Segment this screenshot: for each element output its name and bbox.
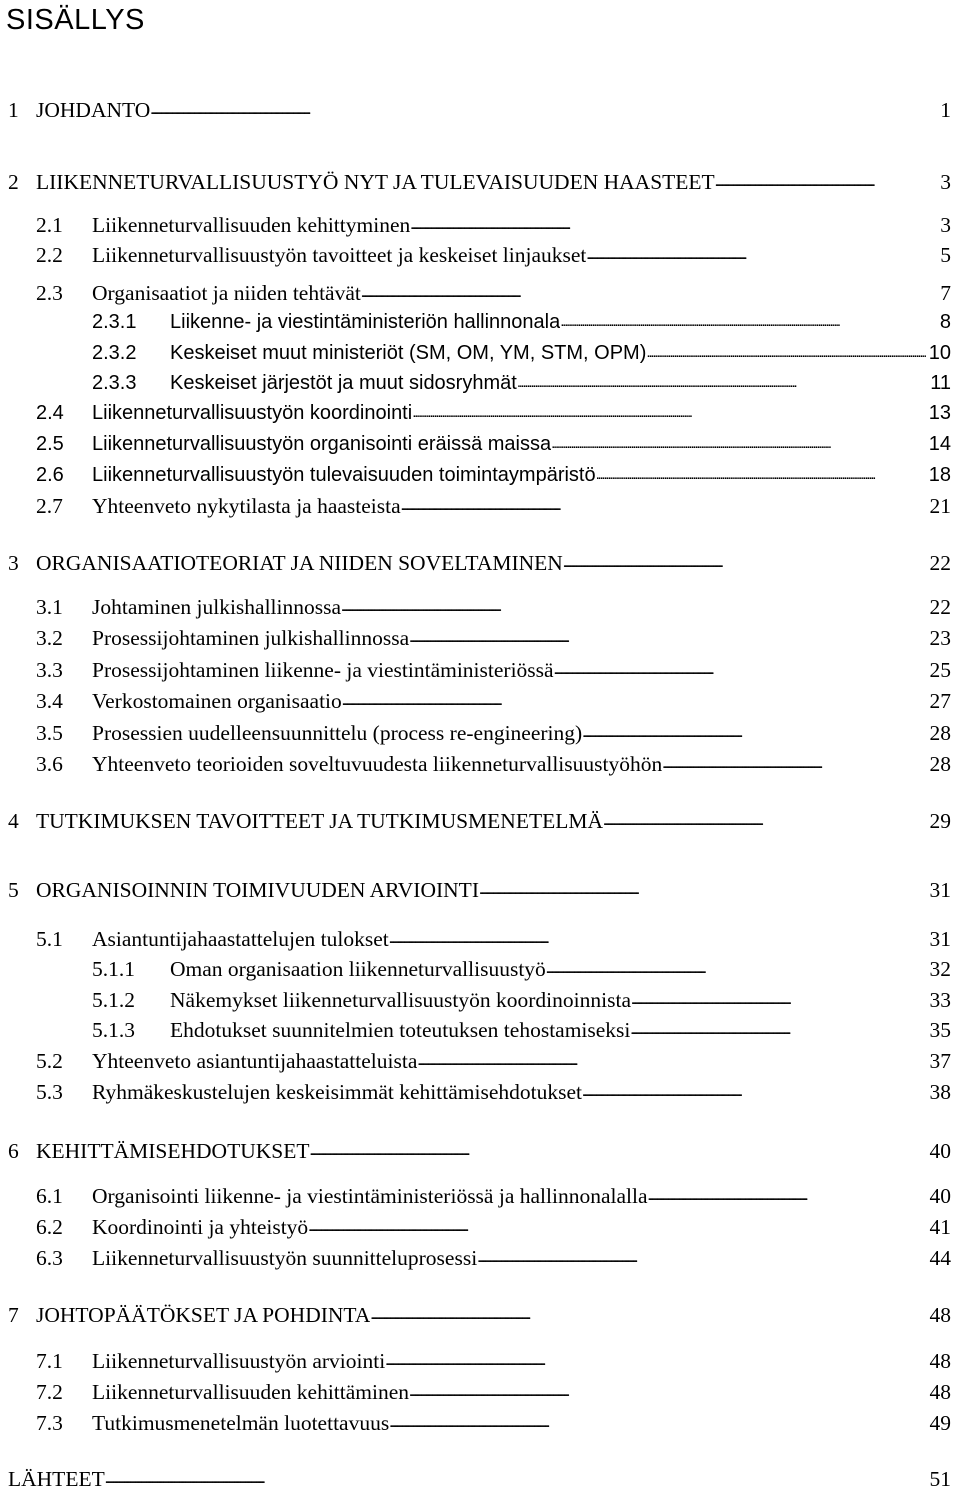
dot-leader	[150, 94, 938, 123]
dot-leader	[477, 1242, 927, 1271]
dot-leader	[631, 984, 928, 1013]
toc-entry-title: Johtaminen julkishallinnossa	[92, 595, 342, 619]
toc-entry-title: Liikenneturvallisuustyön tavoitteet ja keskeiset linjaukset	[92, 243, 587, 267]
dot-leader	[412, 398, 927, 426]
toc-entry-page-number: 21	[929, 494, 951, 518]
toc-entry-number: 3.4	[36, 689, 63, 713]
toc-entry-number: 6	[8, 1139, 19, 1163]
toc-entry-number: 7.1	[36, 1349, 63, 1373]
toc-entry-number: 2	[8, 170, 19, 194]
toc-entry-page-number: 35	[929, 1018, 951, 1042]
toc-entry-title: Keskeiset muut ministeriöt (SM, OM, YM, STM, OPM)	[170, 342, 647, 364]
toc-entry-title: JOHTOPÄÄTÖKSET JA POHDINTA	[36, 1303, 371, 1327]
dot-leader	[310, 1135, 928, 1164]
toc-entry[interactable]	[92, 340, 951, 366]
toc-entry-number: 3.1	[36, 595, 63, 619]
toc-entry-number: 2.3	[36, 281, 63, 305]
toc-entry-title: LÄHTEET	[8, 1467, 105, 1491]
toc-entry-page-number: 32	[929, 957, 951, 981]
toc-entry[interactable]	[36, 625, 951, 651]
toc-entry-title: Organisointi liikenne- ja viestintäministeriössä ja hallinnonalalla	[92, 1184, 648, 1208]
toc-entry[interactable]	[36, 657, 951, 683]
toc-entry-title: Liikenne- ja viestintäministeriön hallinnonala	[170, 311, 561, 333]
toc-entry-title: Koordinointi ja yhteistyö	[92, 1215, 309, 1239]
toc-entry-page-number: 28	[929, 721, 951, 745]
toc-entry-title: Liikenneturvallisuuden kehittäminen	[92, 1380, 410, 1404]
dot-leader	[479, 874, 928, 903]
toc-entry-title: Prosessijohtaminen julkishallinnossa	[92, 626, 410, 650]
toc-entry-page-number: 22	[929, 595, 951, 619]
toc-entry-page-number: 31	[929, 927, 951, 951]
toc-entry[interactable]	[36, 400, 951, 426]
toc-entry-title: Asiantuntijahaastattelujen tulokset	[92, 927, 389, 951]
dot-leader	[554, 654, 928, 683]
dot-leader	[715, 166, 939, 195]
dot-leader	[517, 368, 928, 396]
toc-entry[interactable]	[36, 594, 951, 620]
toc-entry[interactable]	[36, 431, 951, 457]
toc-entry-page-number: 23	[929, 626, 951, 650]
toc-entry-number: 5.3	[36, 1080, 63, 1104]
toc-entry[interactable]	[8, 169, 951, 195]
toc-entry-title: TUTKIMUKSEN TAVOITTEET JA TUTKIMUSMENETELMÄ	[36, 809, 604, 833]
toc-entry-page-number: 44	[929, 1246, 951, 1270]
toc-entry-number: 5	[8, 878, 19, 902]
toc-entry-title: Ehdotukset suunnitelmien toteutuksen tehostamiseksi	[170, 1018, 631, 1042]
toc-entry-page-number: 31	[929, 878, 951, 902]
toc-entry-number: 2.4	[36, 402, 64, 424]
toc-entry-number: 2.6	[36, 464, 64, 486]
toc-entry[interactable]	[36, 1214, 951, 1240]
toc-entry-title: Liikenneturvallisuustyön koordinointi	[92, 402, 413, 424]
toc-entry-page-number: 40	[929, 1139, 951, 1163]
toc-entry-page-number: 3	[940, 213, 951, 237]
toc-entry-title: KEHITTÄMISEHDOTUKSET	[36, 1139, 310, 1163]
toc-entry-title: Yhteenveto teorioiden soveltuvuudesta liikenneturvallisuustyöhön	[92, 752, 663, 776]
dot-leader	[385, 1345, 927, 1374]
toc-entry-page-number: 48	[929, 1303, 951, 1327]
toc-entry-number: 5.1.3	[92, 1018, 135, 1042]
toc-entry-number: 6.1	[36, 1184, 63, 1208]
toc-entry-number: 3.5	[36, 721, 63, 745]
toc-entry[interactable]	[92, 370, 951, 396]
toc-entry-title: JOHDANTO	[36, 98, 151, 122]
dot-leader	[417, 1045, 927, 1074]
dot-leader	[409, 1376, 927, 1405]
toc-entry-number: 2.2	[36, 243, 63, 267]
toc-entry-page-number: 11	[930, 372, 951, 394]
toc-entry-page-number: 1	[940, 98, 951, 122]
toc-entry-page-number: 40	[929, 1184, 951, 1208]
toc-entry[interactable]	[36, 1379, 951, 1405]
dot-leader	[582, 717, 927, 746]
dot-leader	[546, 953, 928, 982]
toc-entry-title: ORGANISOINNIN TOIMIVUUDEN ARVIOINTI	[36, 878, 479, 902]
toc-entry-title: Liikenneturvallisuuden kehittyminen	[92, 213, 411, 237]
toc-entry-number: 5.1.2	[92, 988, 135, 1012]
toc-entry-title: Liikenneturvallisuustyön suunnitteluprosessi	[92, 1246, 478, 1270]
page-title: SISÄLLYS	[6, 4, 145, 36]
dot-leader	[342, 685, 928, 714]
toc-entry[interactable]	[8, 1302, 951, 1328]
toc-entry-page-number: 28	[929, 752, 951, 776]
dot-leader	[401, 490, 928, 519]
toc-entry-number: 2.7	[36, 494, 63, 518]
toc-entry-title: Liikenneturvallisuustyön tulevaisuuden toimintaympäristö	[92, 464, 596, 486]
dot-leader	[582, 1076, 928, 1105]
dot-leader	[341, 591, 927, 620]
toc-entry[interactable]	[36, 462, 951, 488]
dot-leader	[596, 460, 927, 488]
toc-entry[interactable]	[36, 1245, 951, 1271]
toc-entry-page-number: 3	[940, 170, 951, 194]
toc-entry[interactable]	[36, 1183, 951, 1209]
dot-leader	[662, 748, 927, 777]
toc-entry-title: Verkostomainen organisaatio	[92, 689, 342, 713]
dot-leader	[389, 923, 928, 952]
toc-entry[interactable]	[36, 242, 951, 268]
dot-leader	[409, 622, 927, 651]
toc-entry-page-number: 25	[929, 658, 951, 682]
toc-entry-page-number: 13	[928, 402, 951, 424]
toc-entry-number: 2.5	[36, 433, 64, 455]
toc-entry-page-number: 48	[929, 1349, 951, 1373]
toc-entry-title: Yhteenveto nykytilasta ja haasteista	[92, 494, 401, 518]
toc-entry-title: ORGANISAATIOTEORIAT JA NIIDEN SOVELTAMINEN	[36, 551, 563, 575]
toc-entry-page-number: 10	[928, 342, 951, 364]
toc-entry-number: 7.2	[36, 1380, 63, 1404]
toc-entry-page-number: 22	[929, 551, 951, 575]
toc-entry-number: 3.2	[36, 626, 63, 650]
toc-entry-title: Ryhmäkeskustelujen keskeisimmät kehittämisehdotukset	[92, 1080, 582, 1104]
toc-entry-page-number: 51	[929, 1467, 951, 1491]
toc-entry-number: 2.3.2	[92, 342, 137, 364]
toc-entry-number: 3.6	[36, 752, 63, 776]
toc-entry-page-number: 41	[929, 1215, 951, 1239]
toc-entry-number: 2.3.3	[92, 372, 137, 394]
toc-entry-page-number: 5	[940, 243, 951, 267]
dot-leader	[551, 429, 927, 457]
dot-leader	[105, 1463, 928, 1492]
dot-leader	[308, 1211, 927, 1240]
toc-entry[interactable]	[36, 1079, 951, 1105]
toc-entry-title: Organisaatiot ja niiden tehtävät	[92, 281, 361, 305]
toc-entry-page-number: 48	[929, 1380, 951, 1404]
toc-entry-number: 3.3	[36, 658, 63, 682]
toc-entry[interactable]	[8, 550, 951, 576]
toc-entry-title: Oman organisaation liikenneturvallisuustyö	[170, 957, 546, 981]
toc-entry-number: 1	[8, 98, 19, 122]
toc-entry-page-number: 29	[929, 809, 951, 833]
toc-entry[interactable]	[36, 688, 951, 714]
toc-entry[interactable]	[92, 309, 951, 335]
toc-entry-title: Prosessien uudelleensuunnittelu (process re-engineering)	[92, 721, 583, 745]
toc-entry-title: LIIKENNETURVALLISUUSTYÖ NYT JA TULEVAISUUDEN HAASTEET	[36, 170, 715, 194]
toc-entry[interactable]	[36, 751, 951, 777]
dot-leader	[646, 338, 926, 366]
dot-leader	[389, 1407, 927, 1436]
toc-entry-page-number: 38	[929, 1080, 951, 1104]
toc-entry-title: Liikenneturvallisuustyön organisointi eräissä maissa	[92, 433, 552, 455]
toc-entry-page-number: 7	[940, 281, 951, 305]
dot-leader	[560, 307, 938, 335]
toc-entry-page-number: 37	[929, 1049, 951, 1073]
dot-leader	[410, 209, 938, 238]
toc-entry[interactable]	[92, 987, 951, 1013]
dot-leader	[361, 277, 938, 306]
toc-entry[interactable]	[36, 212, 951, 238]
toc-entry[interactable]	[36, 1410, 951, 1436]
toc-entry-title: Prosessijohtaminen liikenne- ja viestintäministeriössä	[92, 658, 554, 682]
dot-leader	[630, 1014, 927, 1043]
dot-leader	[648, 1180, 928, 1209]
toc-entry-number: 5.1	[36, 927, 63, 951]
toc-entry-page-number: 27	[929, 689, 951, 713]
toc-entry[interactable]	[36, 493, 951, 519]
toc-entry-title: Tutkimusmenetelmän luotettavuus	[92, 1411, 390, 1435]
toc-entry-title: Näkemykset liikenneturvallisuustyön koordinoinnista	[170, 988, 631, 1012]
toc-entry[interactable]	[36, 926, 951, 952]
toc-entry[interactable]	[36, 720, 951, 746]
toc-entry-title: Liikenneturvallisuustyön arviointi	[92, 1349, 386, 1373]
toc-entry-number: 7.3	[36, 1411, 63, 1435]
toc-entry-page-number: 8	[939, 311, 951, 333]
toc-entry-page-number: 14	[928, 433, 951, 455]
toc-entry[interactable]	[92, 1017, 951, 1043]
toc-entry-page-number: 33	[929, 988, 951, 1012]
toc-entry[interactable]	[8, 1138, 951, 1164]
toc-entry-title: Keskeiset järjestöt ja muut sidosryhmät	[170, 372, 517, 394]
toc-entry-number: 6.2	[36, 1215, 63, 1239]
toc-entry-number: 4	[8, 809, 19, 833]
toc-entry-number: 7	[8, 1303, 19, 1327]
toc-entry-page-number: 18	[928, 464, 951, 486]
dot-leader	[370, 1299, 927, 1328]
toc-entry-number: 2.1	[36, 213, 63, 237]
toc-entry-number: 5.2	[36, 1049, 63, 1073]
toc-entry-number: 3	[8, 551, 19, 575]
toc-entry[interactable]	[8, 97, 951, 123]
toc-entry[interactable]	[8, 808, 951, 834]
toc-entry-number: 6.3	[36, 1246, 63, 1270]
toc-entry-number: 5.1.1	[92, 957, 135, 981]
toc-entry[interactable]	[36, 1348, 951, 1374]
dot-leader	[603, 805, 927, 834]
toc-entry-title: Yhteenveto asiantuntijahaastatteluista	[92, 1049, 418, 1073]
toc-entry[interactable]	[8, 1466, 951, 1492]
dot-leader	[563, 547, 928, 576]
toc-entry[interactable]	[36, 280, 951, 306]
toc-entry-number: 2.3.1	[92, 311, 137, 333]
dot-leader	[586, 239, 938, 268]
toc-entry[interactable]	[8, 877, 951, 903]
toc-entry-page-number: 49	[929, 1411, 951, 1435]
toc-entry[interactable]	[92, 956, 951, 982]
toc-entry[interactable]	[36, 1048, 951, 1074]
